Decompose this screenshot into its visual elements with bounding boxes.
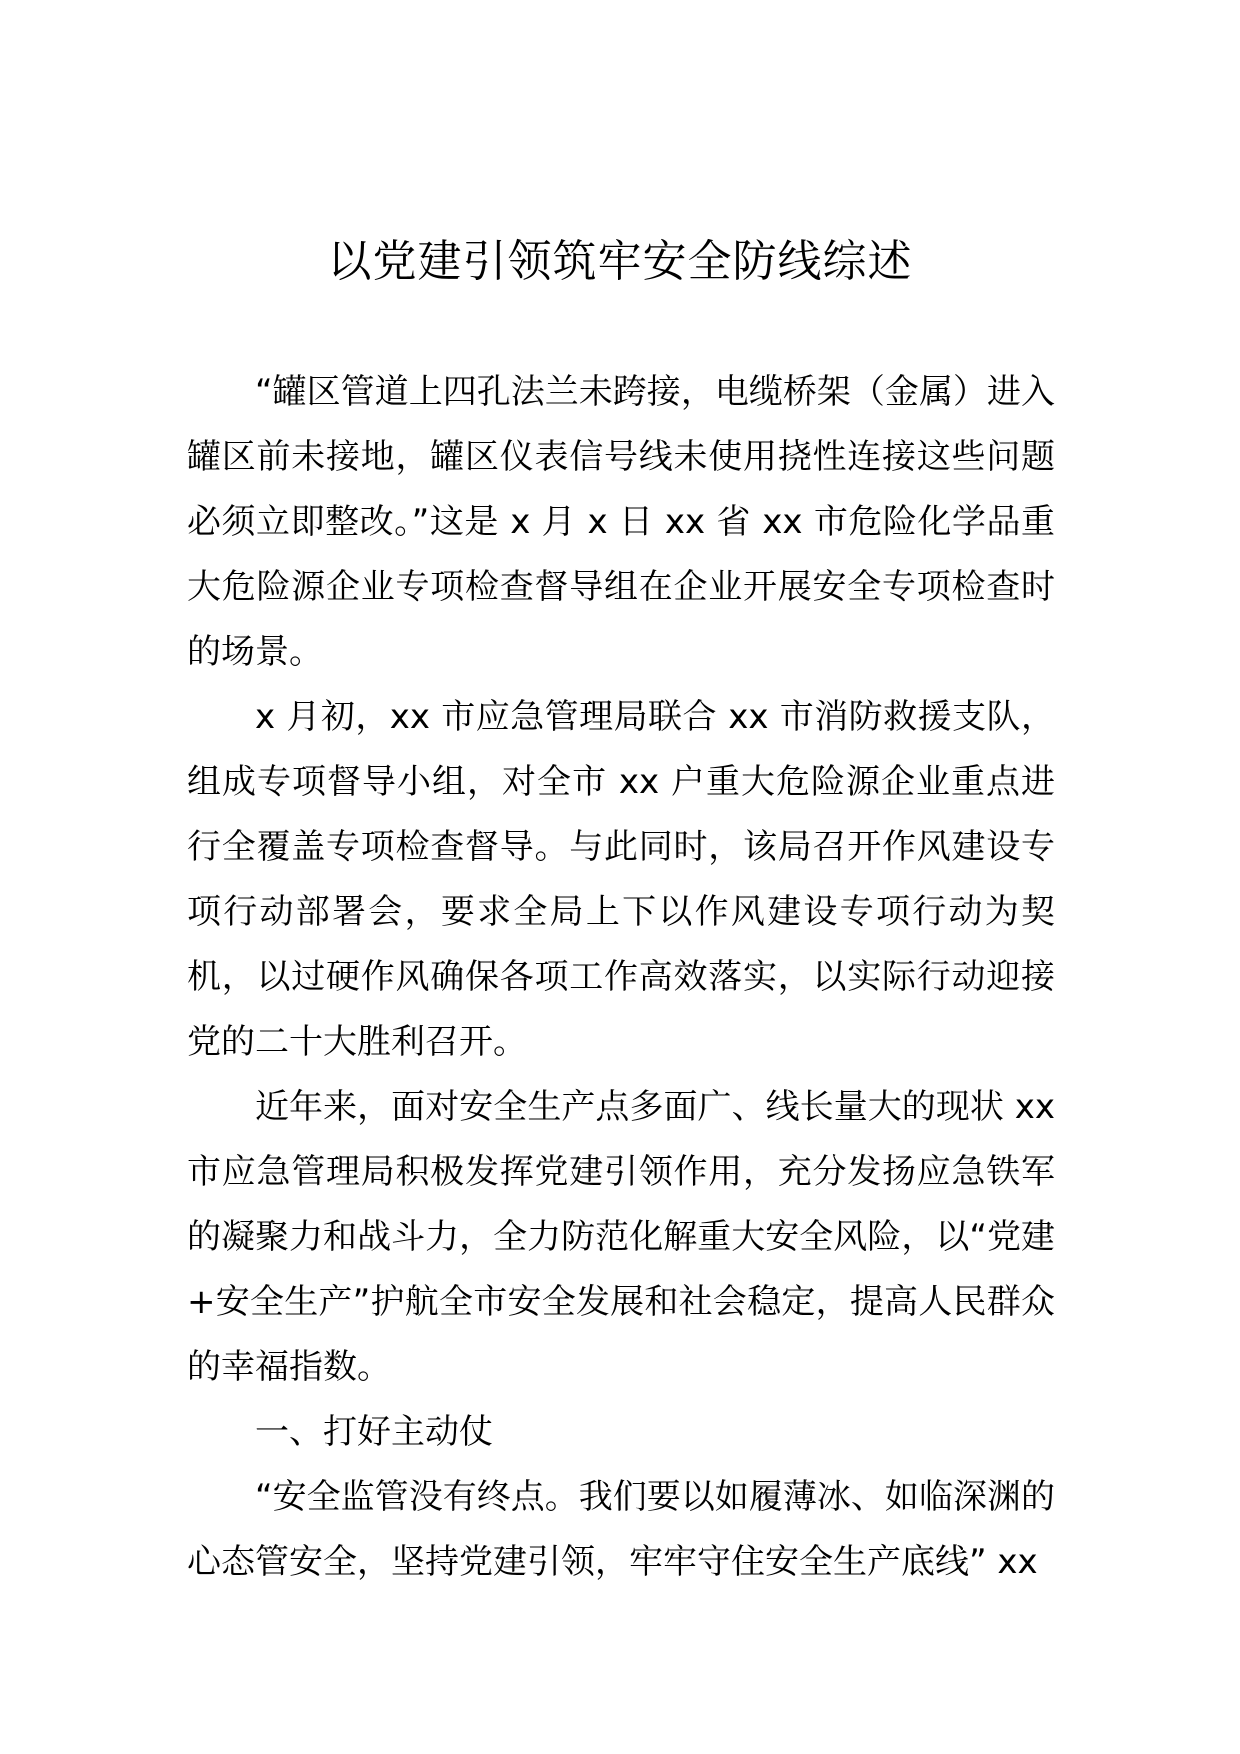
paragraph: 近年来，面对安全生产点多面广、线长量大的现状 xx 市应急管理局积极发挥党建引领作用，充分发扬应急铁军的凝聚力和战斗力，全力防范化解重大安全风险，以“党建+安全生产”护航全市安全发展和社会稳定，提高人民群众的幸福指数。 — [187, 1087, 1055, 1387]
paragraph: x 月初，xx 市应急管理局联合 xx 市消防救援支队，组成专项督导小组，对全市 xx 户重大危险源企业重点进行全覆盖专项检查督导。与此同时，该局召开作风建设专项行动部署会，要求全局上下以作风建设专项行动为契机，以过硬作风确保各项工作高效落实，以实际行动迎接党的二十大胜利召开。 — [187, 697, 1055, 1062]
section-heading: 一、打好主动仗 — [255, 1412, 493, 1452]
document-title: 以党建引领筑牢安全防线综述 — [327, 236, 913, 287]
paragraph: “罐区管道上四孔法兰未跨接，电缆桥架（金属）进入罐区前未接地，罐区仪表信号线未使用挠性连接这些问题必须立即整改。”这是 x 月 x 日 xx 省 xx 市危险化学品重大危险源企业专项检查督导组在企业开展安全专项检查时的场景。 — [187, 372, 1055, 672]
paragraph: “安全监管没有终点。我们要以如履薄冰、如临深渊的心态管安全，坚持党建引领，牢牢守住安全生产底线” xx — [187, 1477, 1055, 1582]
document-body — [187, 360, 1055, 1595]
